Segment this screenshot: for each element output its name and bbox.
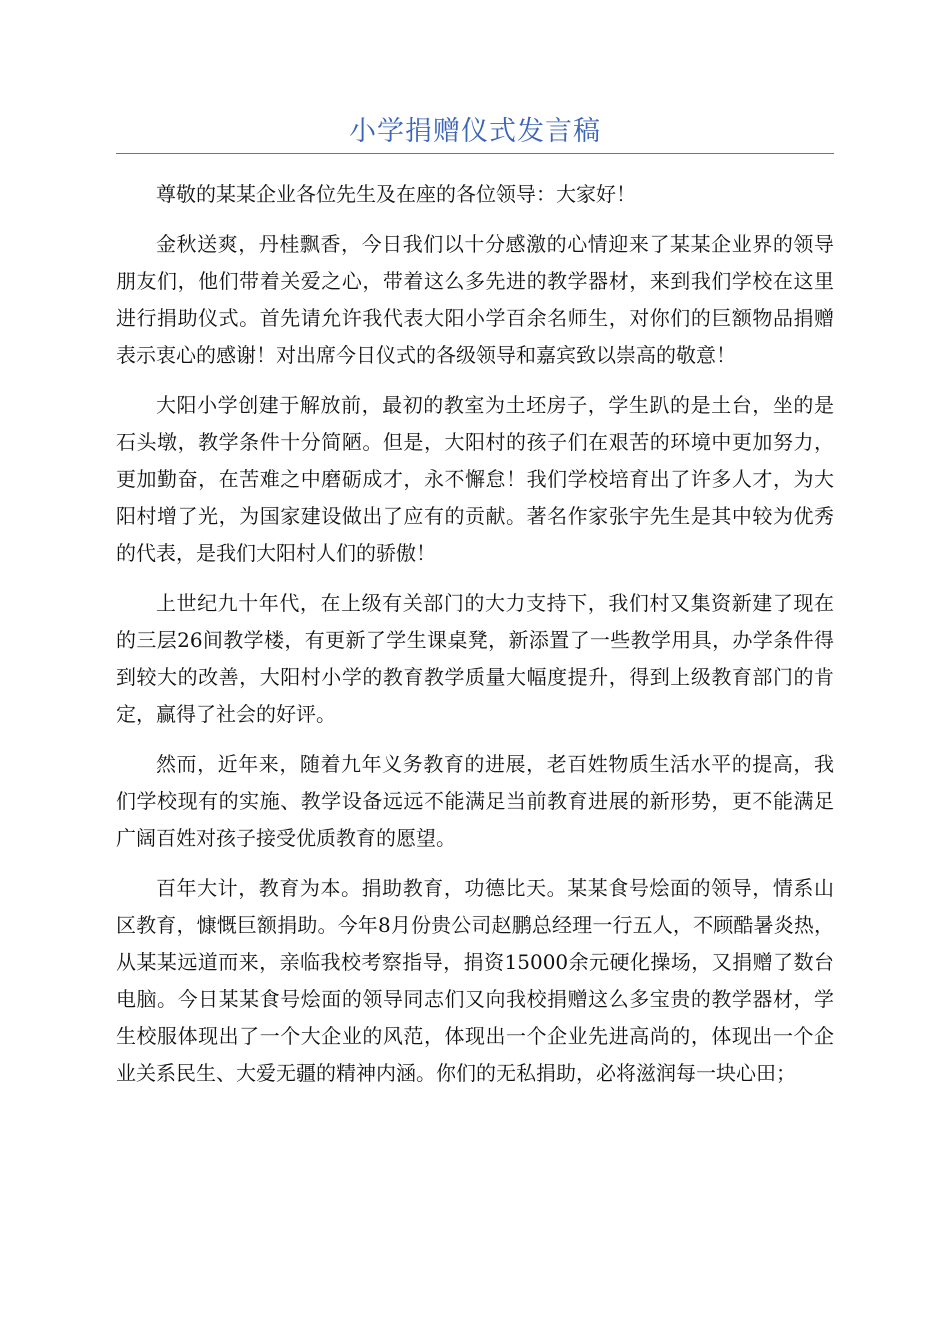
document-title: 小学捐赠仪式发言稿 bbox=[349, 116, 601, 147]
title-underline bbox=[116, 153, 834, 154]
body-paragraph: 百年大计，教育为本。捐助教育，功德比天。某某食号烩面的领导，情系山区教育，慷慨巨额捐助。今年8月份贵公司赵鹏总经理一行五人，不顾酷暑炎热，从某某远道而来，亲临我校考察指导，捐资15000余元硬化操场，又捐赠了数台电脑。今日某某食号烩面的领导同志们又向我校捐赠这么多宝贵的教学器材，学生校服体现出了一个大企业的风范，体现出一个企业先进高尚的，体现出一个企业关系民生、大爱无疆的精神内涵。你们的无私捐助，必将滋润每一块心田； bbox=[116, 876, 834, 1085]
body-paragraph: 大阳小学创建于解放前，最初的教室为土坯房子，学生趴的是土台，坐的是石头墩，教学条件十分简陋。但是，大阳村的孩子们在艰苦的环境中更加努力，更加勤奋，在苦难之中磨砺成才，永不懈怠！我们学校培育出了许多人才，为大阳村增了光，为国家建设做出了应有的贡献。著名作家张宇先生是其中较为优秀的代表，是我们大阳村人们的骄傲！ bbox=[116, 393, 834, 565]
body-paragraph: 上世纪九十年代，在上级有关部门的大力支持下，我们村又集资新建了现在的三层26间教学楼，有更新了学生课桌凳，新添置了一些教学用具，办学条件得到较大的改善，大阳村小学的教育教学质量大幅度提升，得到上级教育部门的肯定，赢得了社会的好评。 bbox=[116, 591, 834, 726]
body-paragraph: 然而，近年来，随着九年义务教育的进展，老百姓物质生活水平的提高，我们学校现有的实施、教学设备远远不能满足当前教育进展的新形势，更不能满足广阔百姓对孩子接受优质教育的愿望。 bbox=[116, 752, 834, 850]
body-paragraph: 金秋送爽，丹桂飘香，今日我们以十分感激的心情迎来了某某企业界的领导朋友们，他们带着关爱之心，带着这么多先进的教学器材，来到我们学校在这里进行捐助仪式。首先请允许我代表大阳小学百余名师生，对你们的巨额物品捐赠表示衷心的感谢！对出席今日仪式的各级领导和嘉宾致以崇高的敬意！ bbox=[116, 232, 834, 367]
salutation-paragraph: 尊敬的某某企业各位先生及在座的各位领导：大家好！ bbox=[156, 182, 636, 206]
document-body bbox=[116, 176, 834, 1105]
